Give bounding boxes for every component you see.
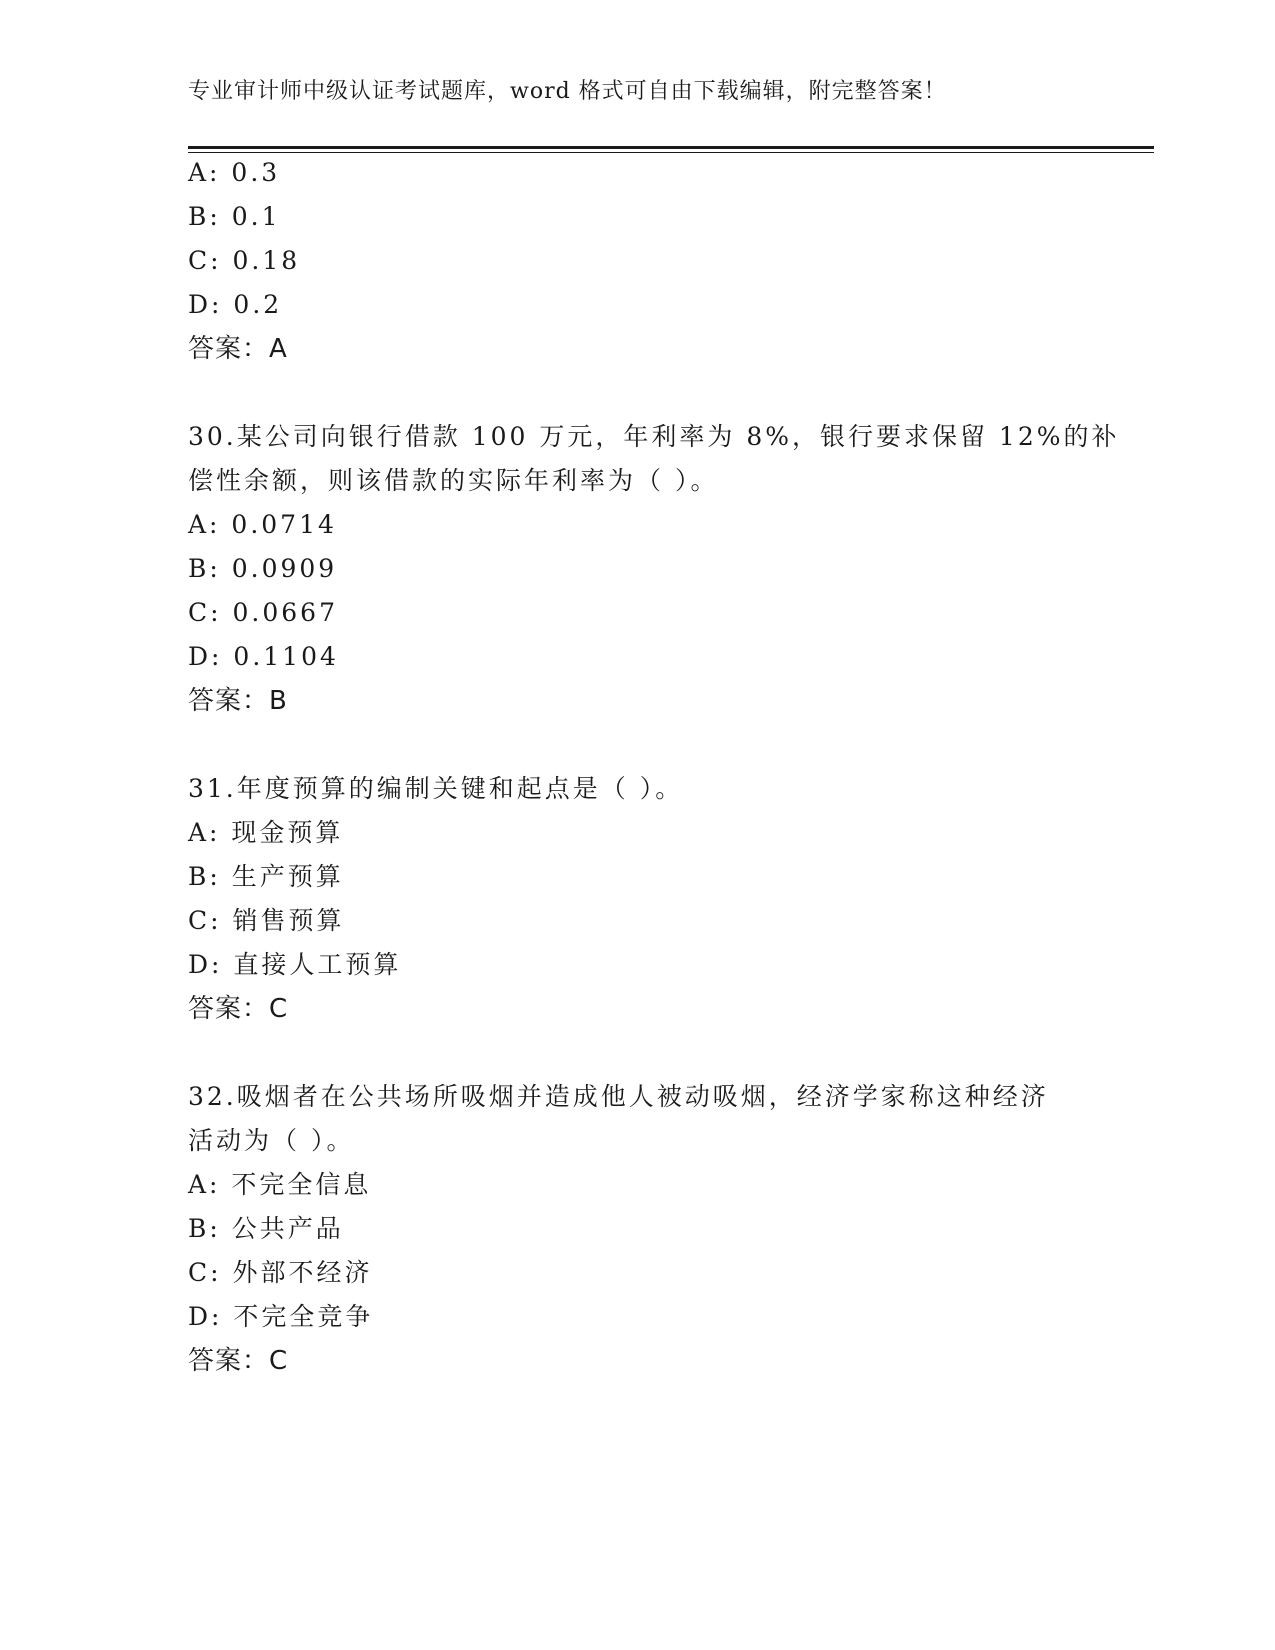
question-stem: 偿性余额，则该借款的实际年利率为（ ）。	[188, 466, 719, 495]
answer-line: 答案：C	[188, 1346, 289, 1376]
option-c: C: 销售预算	[188, 906, 345, 935]
option-d: D: 0.2	[188, 290, 283, 319]
header-rule-thick	[188, 146, 1154, 149]
option-b: B: 公共产品	[188, 1214, 344, 1243]
header-rule-thin	[188, 152, 1154, 153]
option-b: B: 0.0909	[188, 554, 338, 583]
option-a: A: 0.3	[188, 158, 281, 187]
question-stem: 30.某公司向银行借款 100 万元，年利率为 8%，银行要求保留 12%的补	[188, 422, 1120, 451]
option-c: C: 0.18	[188, 246, 301, 275]
page-header: 专业审计师中级认证考试题库，word 格式可自由下载编辑，附完整答案！	[188, 79, 947, 104]
option-a: A: 现金预算	[188, 818, 344, 847]
option-a: A: 不完全信息	[188, 1170, 372, 1199]
question-stem: 32.吸烟者在公共场所吸烟并造成他人被动吸烟，经济学家称这种经济	[188, 1082, 1049, 1111]
option-a: A: 0.0714	[188, 510, 337, 539]
answer-line: 答案：B	[188, 686, 288, 716]
option-d: D: 直接人工预算	[188, 950, 402, 979]
answer-line: 答案：C	[188, 994, 289, 1024]
option-d: D: 不完全竞争	[188, 1302, 374, 1331]
question-stem: 活动为（ ）。	[188, 1126, 355, 1155]
option-d: D: 0.1104	[188, 642, 339, 671]
option-b: B: 生产预算	[188, 862, 344, 891]
option-c: C: 外部不经济	[188, 1258, 373, 1287]
option-b: B: 0.1	[188, 202, 281, 231]
answer-line: 答案：A	[188, 334, 288, 364]
question-stem: 31.年度预算的编制关键和起点是（ ）。	[188, 774, 684, 803]
option-c: C: 0.0667	[188, 598, 338, 627]
